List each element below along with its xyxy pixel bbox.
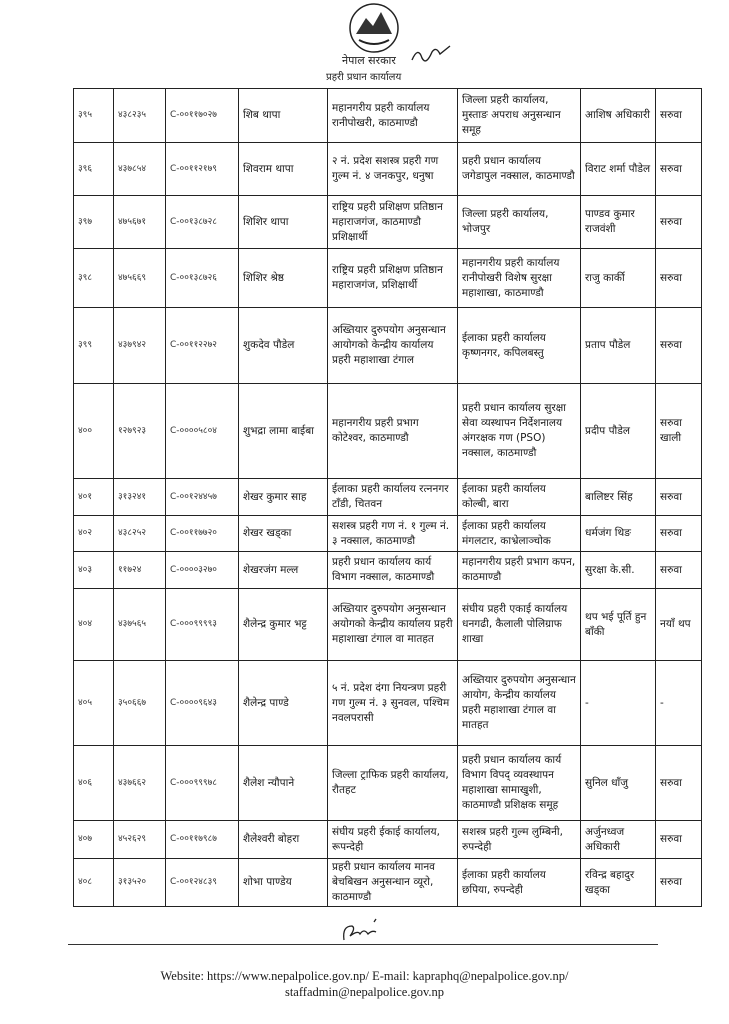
replacement-name-cell: विराट शर्मा पौडेल — [581, 143, 656, 196]
current-office-cell: राष्ट्रिय प्रहरी प्रशिक्षण प्रतिष्ठान महाराजगंज, प्रशिक्षार्थी — [328, 249, 458, 308]
code-number-cell: C-०००९९९७८ — [166, 746, 239, 821]
serial-number-cell: ४०० — [74, 384, 114, 479]
transfer-office-cell: महानगरीय प्रहरी कार्यालय रानीपोखरी विशेष सुरक्षा महाशाखा, काठमाण्डौ — [458, 249, 581, 308]
remark-cell: सरुवा खाली — [656, 384, 702, 479]
remark-cell: सरुवा — [656, 552, 702, 589]
remark-cell: सरुवा — [656, 89, 702, 143]
personnel-number-cell: ४७५६६९ — [114, 249, 166, 308]
remark-cell: सरुवा — [656, 859, 702, 907]
replacement-name-cell: प्रदीप पौडेल — [581, 384, 656, 479]
transfer-office-cell: प्रहरी प्रधान कार्यालय जगेडापुल नक्साल, काठमाण्डौ — [458, 143, 581, 196]
employee-name-cell: शिवराम थापा — [239, 143, 328, 196]
employee-name-cell: शैलेश न्यौपाने — [239, 746, 328, 821]
employee-name-cell: शेखरजंग मल्ल — [239, 552, 328, 589]
transfer-office-cell: प्रहरी प्रधान कार्यालय कार्य विभाग विपद् व्यवस्थापन महाशाखा सामाखुशी, काठमाण्डौ प्रशिक्षक समूह — [458, 746, 581, 821]
current-office-cell: प्रहरी प्रधान कार्यालय मानव बेचबिखन अनुसन्धान व्यूरो, काठमाण्डौ — [328, 859, 458, 907]
code-number-cell: C-००१३८७२६ — [166, 249, 239, 308]
svg-text:नेपाल सरकार: नेपाल सरकार — [342, 54, 396, 67]
table-row — [74, 89, 702, 143]
replacement-name-cell: अर्जुनध्वज अधिकारी — [581, 821, 656, 859]
replacement-name-cell: प्रताप पौडेल — [581, 308, 656, 384]
serial-number-cell: ३९६ — [74, 143, 114, 196]
current-office-cell: महानगरीय प्रहरी कार्यालय रानीपोखरी, काठमाण्डौ — [328, 89, 458, 143]
table-row — [74, 746, 702, 821]
footer-email-line: staffadmin@nepalpolice.gov.np — [284, 985, 445, 999]
replacement-name-cell: रविन्द्र बहादुर खड्का — [581, 859, 656, 907]
transfer-office-cell: अख्तियार दुरुपयोग अनुसन्धान आयोग, केन्द्रीय कार्यालय प्रहरी महाशाखा टंगाल वा मातहत — [458, 661, 581, 746]
current-office-cell: महानगरीय प्रहरी प्रभाग कोटेश्वर, काठमाण्डौ — [328, 384, 458, 479]
personnel-number-cell: ४३७६६२ — [114, 746, 166, 821]
current-office-cell: जिल्ला ट्राफिक प्रहरी कार्यालय, रौतहट — [328, 746, 458, 821]
remark-cell: सरुवा — [656, 308, 702, 384]
remark-cell: नयाँ थप — [656, 589, 702, 661]
remark-cell: सरुवा — [656, 821, 702, 859]
table-row — [74, 589, 702, 661]
personnel-number-cell: ४३७५६५ — [114, 589, 166, 661]
current-office-cell: ईलाका प्रहरी कार्यालय रत्ननगर टाँडी, चितवन — [328, 479, 458, 516]
employee-name-cell: शिब थापा — [239, 89, 328, 143]
employee-name-cell: शिशिर श्रेष्ठ — [239, 249, 328, 308]
personnel-number-cell: ४३७८५४ — [114, 143, 166, 196]
personnel-number-cell: ४३८२३५ — [114, 89, 166, 143]
transfer-office-cell: ईलाका प्रहरी कार्यालय कोल्बी, बारा — [458, 479, 581, 516]
current-office-cell: ५ नं. प्रदेश दंगा नियन्त्रण प्रहरी गण गुल्म नं. ३ सुनवल, पश्चिम नवलपरासी — [328, 661, 458, 746]
employee-name-cell: शुभद्रा लामा बाईबा — [239, 384, 328, 479]
replacement-name-cell: आशिष अधिकारी — [581, 89, 656, 143]
serial-number-cell: ३९९ — [74, 308, 114, 384]
employee-name-cell: शेखर खड्का — [239, 516, 328, 552]
current-office-cell: प्रहरी प्रधान कार्यालय कार्य विभाग नक्साल, काठमाण्डौ — [328, 552, 458, 589]
remark-cell: सरुवा — [656, 479, 702, 516]
footer — [0, 968, 729, 1000]
remark-cell: सरुवा — [656, 249, 702, 308]
table-row — [74, 143, 702, 196]
table-row — [74, 516, 702, 552]
employee-name-cell: शिशिर थापा — [239, 196, 328, 249]
serial-number-cell: ३९७ — [74, 196, 114, 249]
code-number-cell: C-००११७०२७ — [166, 89, 239, 143]
current-office-cell: २ नं. प्रदेश सशस्त्र प्रहरी गण गुल्म नं. ४ जनकपुर, धनुषा — [328, 143, 458, 196]
personnel-number-cell: ३१३५२० — [114, 859, 166, 907]
replacement-name-cell: - — [581, 661, 656, 746]
transfer-office-cell: महानगरीय प्रहरी प्रभाग कपन, काठमाण्डौ — [458, 552, 581, 589]
transfer-office-cell: संघीय प्रहरी एकाई कार्यालय धनगढी, कैलाली पोलिग्राफ शाखा — [458, 589, 581, 661]
current-office-cell: राष्ट्रिय प्रहरी प्रशिक्षण प्रतिष्ठान महाराजगंज, काठमाण्डौ प्रशिक्षार्थी — [328, 196, 458, 249]
serial-number-cell: ४०५ — [74, 661, 114, 746]
serial-number-cell: ३९५ — [74, 89, 114, 143]
code-number-cell: C-००००३२७० — [166, 552, 239, 589]
current-office-cell: संघीय प्रहरी ईकाई कार्यालय, रूपन्देही — [328, 821, 458, 859]
svg-text:प्रहरी प्रधान कार्यालय: प्रहरी प्रधान कार्यालय — [326, 72, 402, 83]
employee-name-cell: शुकदेव पौडेल — [239, 308, 328, 384]
personnel-number-cell: ४३८२५२ — [114, 516, 166, 552]
transfer-table — [73, 88, 702, 907]
employee-name-cell: शोभा पाण्डेय — [239, 859, 328, 907]
current-office-cell: सशस्त्र प्रहरी गण नं. १ गुल्म नं. ३ नक्साल, काठमाण्डौ — [328, 516, 458, 552]
code-number-cell: C-००१३८७२८ — [166, 196, 239, 249]
current-office-cell: अख्तियार दुरुपयोग अनुसन्धान आयोगको केन्द्रीय कार्यालय प्रहरी महाशाखा टंगाल — [328, 308, 458, 384]
remark-cell: - — [656, 661, 702, 746]
government-seal-icon — [312, 0, 462, 86]
code-number-cell: C-००११२२७२ — [166, 308, 239, 384]
replacement-name-cell: सुरक्षा के.सी. — [581, 552, 656, 589]
personnel-number-cell: ११७२४ — [114, 552, 166, 589]
replacement-name-cell: बालिष्टर सिंह — [581, 479, 656, 516]
table-row — [74, 308, 702, 384]
code-number-cell: C-००१२४४५७ — [166, 479, 239, 516]
table-row — [74, 552, 702, 589]
transfer-office-cell: जिल्ला प्रहरी कार्यालय, भोजपुर — [458, 196, 581, 249]
serial-number-cell: ४०२ — [74, 516, 114, 552]
replacement-name-cell: पाण्डव कुमार राजवंशी — [581, 196, 656, 249]
serial-number-cell: ३९८ — [74, 249, 114, 308]
table-row — [74, 821, 702, 859]
personnel-number-cell: ४३७९४२ — [114, 308, 166, 384]
transfer-office-cell: प्रहरी प्रधान कार्यालय सुरक्षा सेवा व्यस्थापन निर्देशनालय अंगरक्षक गण (PSO) नक्साल, काठमाण्डौ — [458, 384, 581, 479]
employee-name-cell: शैलेश्वरी बोहरा — [239, 821, 328, 859]
code-number-cell: C-००११७९८७ — [166, 821, 239, 859]
employee-name-cell: शैलेन्द्र कुमार भट्ट — [239, 589, 328, 661]
signature-icon — [340, 918, 380, 944]
replacement-name-cell: राजु कार्की — [581, 249, 656, 308]
personnel-number-cell: ३१३२४१ — [114, 479, 166, 516]
code-number-cell: C-००११२१७९ — [166, 143, 239, 196]
code-number-cell: C-००११७७२० — [166, 516, 239, 552]
personnel-number-cell: ३५०६६७ — [114, 661, 166, 746]
code-number-cell: C-००१२४८३९ — [166, 859, 239, 907]
personnel-number-cell: ४७५६७१ — [114, 196, 166, 249]
employee-name-cell: शैलेन्द्र पाण्डे — [239, 661, 328, 746]
transfer-office-cell: ईलाका प्रहरी कार्यालय कृष्णनगर, कपिलबस्तु — [458, 308, 581, 384]
table-row — [74, 196, 702, 249]
personnel-number-cell: १२७९२३ — [114, 384, 166, 479]
table-row — [74, 661, 702, 746]
replacement-name-cell: थप भई पूर्ति हुन बाँकी — [581, 589, 656, 661]
table-row — [74, 479, 702, 516]
remark-cell: सरुवा — [656, 516, 702, 552]
current-office-cell: अख्तियार दुरुपयोग अनुसन्धान अयोगको केन्द्रीय कार्यालय प्रहरी महाशाखा टंगाल वा मातहत — [328, 589, 458, 661]
remark-cell: सरुवा — [656, 196, 702, 249]
transfer-office-cell: सशस्त्र प्रहरी गुल्म लुम्बिनी, रुपन्देही — [458, 821, 581, 859]
serial-number-cell: ४०१ — [74, 479, 114, 516]
replacement-name-cell: सुनिल धाँजु — [581, 746, 656, 821]
replacement-name-cell: धर्मजंग थिङ — [581, 516, 656, 552]
code-number-cell: C-००००५८०४ — [166, 384, 239, 479]
footer-contact-line: Website: https://www.nepalpolice.gov.np/ E-mail: kapraphq@nepalpolice.gov.np/ — [160, 969, 569, 983]
serial-number-cell: ४०८ — [74, 859, 114, 907]
serial-number-cell: ४०३ — [74, 552, 114, 589]
remark-cell: सरुवा — [656, 143, 702, 196]
table-row — [74, 249, 702, 308]
transfer-office-cell: ईलाका प्रहरी कार्यालय मंगलटार, काभ्रेलाञ्चोक — [458, 516, 581, 552]
transfer-office-cell: जिल्ला प्रहरी कार्यालय, मुस्ताङ अपराध अनुसन्धान समूह — [458, 89, 581, 143]
employee-name-cell: शेखर कुमार साह — [239, 479, 328, 516]
transfer-office-cell: ईलाका प्रहरी कार्यालय छपिया, रुपन्देही — [458, 859, 581, 907]
table-row — [74, 384, 702, 479]
footer-divider — [68, 944, 658, 945]
personnel-number-cell: ४५२६२९ — [114, 821, 166, 859]
code-number-cell: C-००००९६४३ — [166, 661, 239, 746]
serial-number-cell: ४०४ — [74, 589, 114, 661]
table-row — [74, 859, 702, 907]
serial-number-cell: ४०६ — [74, 746, 114, 821]
code-number-cell: C-०००९९९९३ — [166, 589, 239, 661]
serial-number-cell: ४०७ — [74, 821, 114, 859]
remark-cell: सरुवा — [656, 746, 702, 821]
